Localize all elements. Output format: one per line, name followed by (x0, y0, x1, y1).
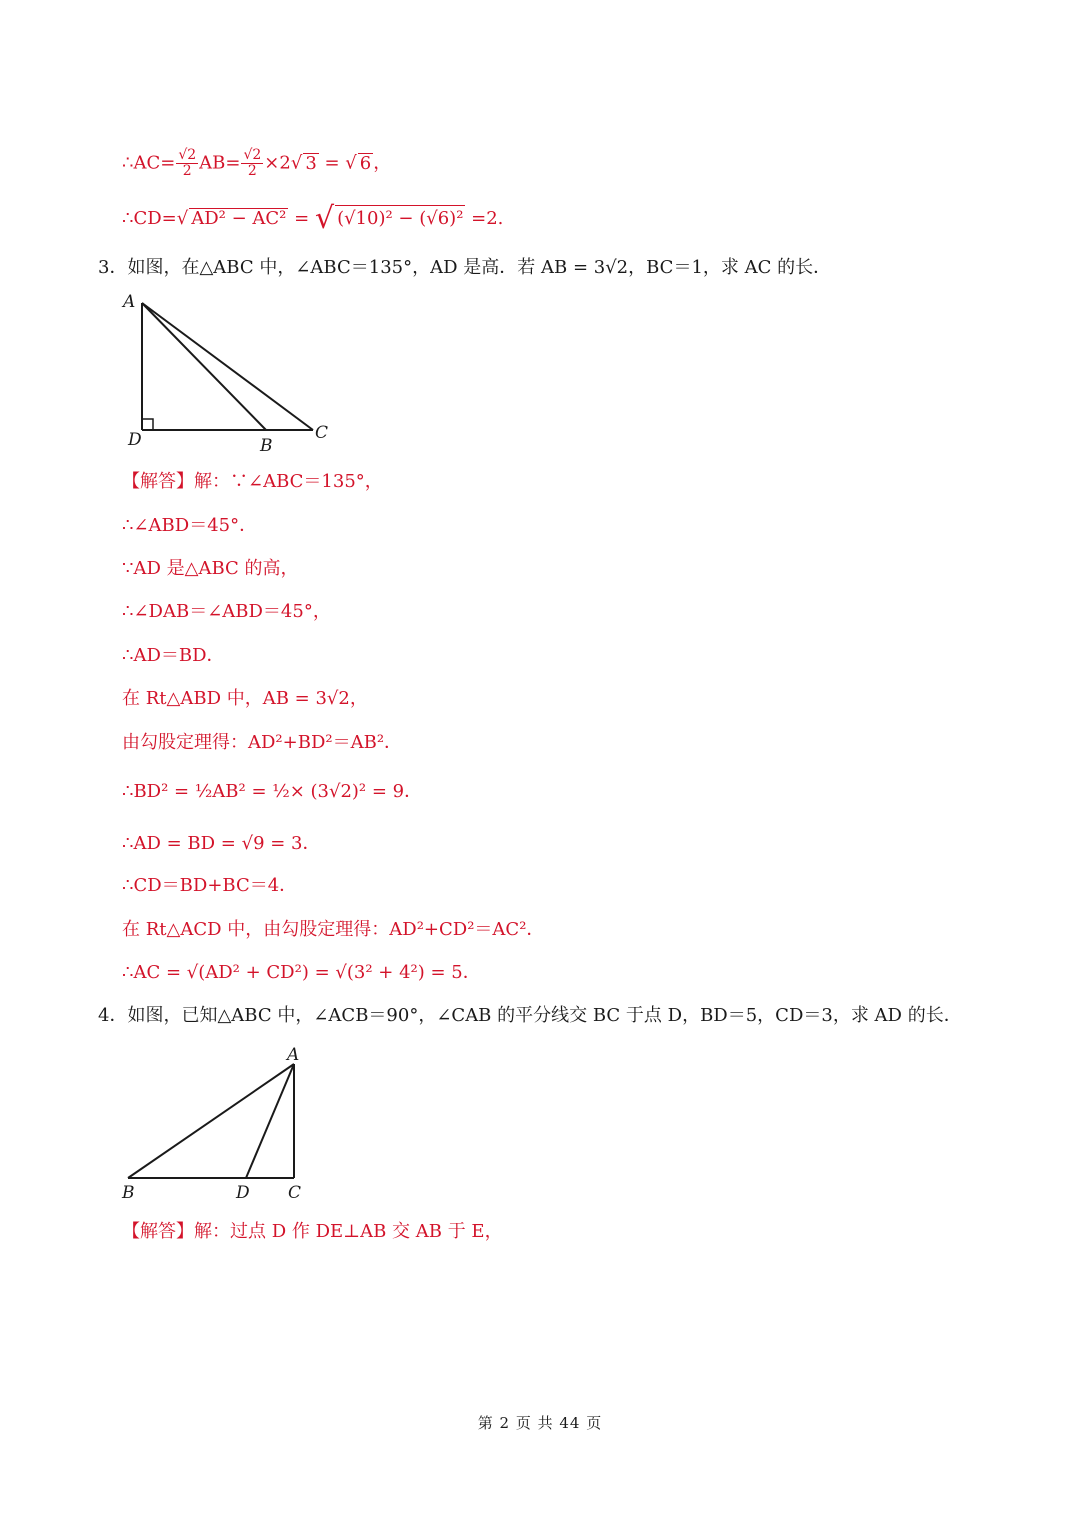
solution-line-ac: ∴AC= $\frac{√2}{2}$ AB= $\frac{√2}{2}$ ×2√ 3 = √ 6 ， (122, 147, 392, 179)
label-a: A (287, 1045, 300, 1065)
label-d: D (236, 1183, 250, 1203)
label-b: B (260, 436, 273, 456)
question-3-text: 3．如图，在△ABC 中，∠ABC＝135°，AD 是高．若 AB = 3√2，BC＝1，求 AC 的长． (98, 257, 832, 278)
q3-answer-line-1: 【解答】解：∵∠ABC＝135°， (122, 471, 383, 492)
q3-answer-line-11: 在 Rt△ACD 中，由勾股定理得：AD²+CD²＝AC²． (122, 919, 545, 940)
q4-answer-line-1: 【解答】解：过点 D 作 DE⊥AB 交 AB 于 E， (122, 1221, 503, 1242)
q3-answer-line-10: ∴CD＝BD+BC＝4． (122, 875, 298, 896)
question-3-figure (118, 288, 348, 462)
q3-answer-line-4: ∴∠DAB＝∠ABD＝45°， (122, 601, 331, 622)
solution-line-cd: ∴CD=√ AD² − AC² = √ (√10)² − (√6)² =2. (122, 201, 504, 236)
q3-answer-line-7: 由勾股定理得：AD²+BD²＝AB²． (122, 732, 403, 753)
page-footer: 第 2 页 共 44 页 (477, 1414, 603, 1432)
label-b: B (122, 1183, 135, 1203)
q3-answer-line-3: ∵AD 是△ABC 的高， (122, 558, 299, 579)
q3-answer-line-12: ∴AC = √(AD² + CD²) = √(3² + 4²) = 5． (122, 962, 481, 983)
q3-answer-line-9: ∴AD = BD = √9 = 3． (122, 833, 321, 854)
label-d: D (128, 430, 142, 450)
q3-answer-line-6: 在 Rt△ABD 中，AB = 3√2， (122, 688, 368, 709)
q3-answer-line-5: ∴AD＝BD． (122, 645, 225, 666)
label-a: A (123, 292, 136, 312)
question-4-figure (118, 1040, 318, 1214)
q3-answer-line-8: ∴BD² = ½AB² = ½× (3√2)² = 9． (122, 781, 423, 802)
q3-answer-line-2: ∴∠ABD＝45°． (122, 515, 258, 536)
question-4-text: 4．如图，已知△ABC 中，∠ACB＝90°，∠CAB 的平分线交 BC 于点 D，BD＝5，CD＝3，求 AD 的长． (98, 1005, 962, 1026)
label-c: C (288, 1183, 302, 1203)
label-c: C (315, 423, 329, 443)
